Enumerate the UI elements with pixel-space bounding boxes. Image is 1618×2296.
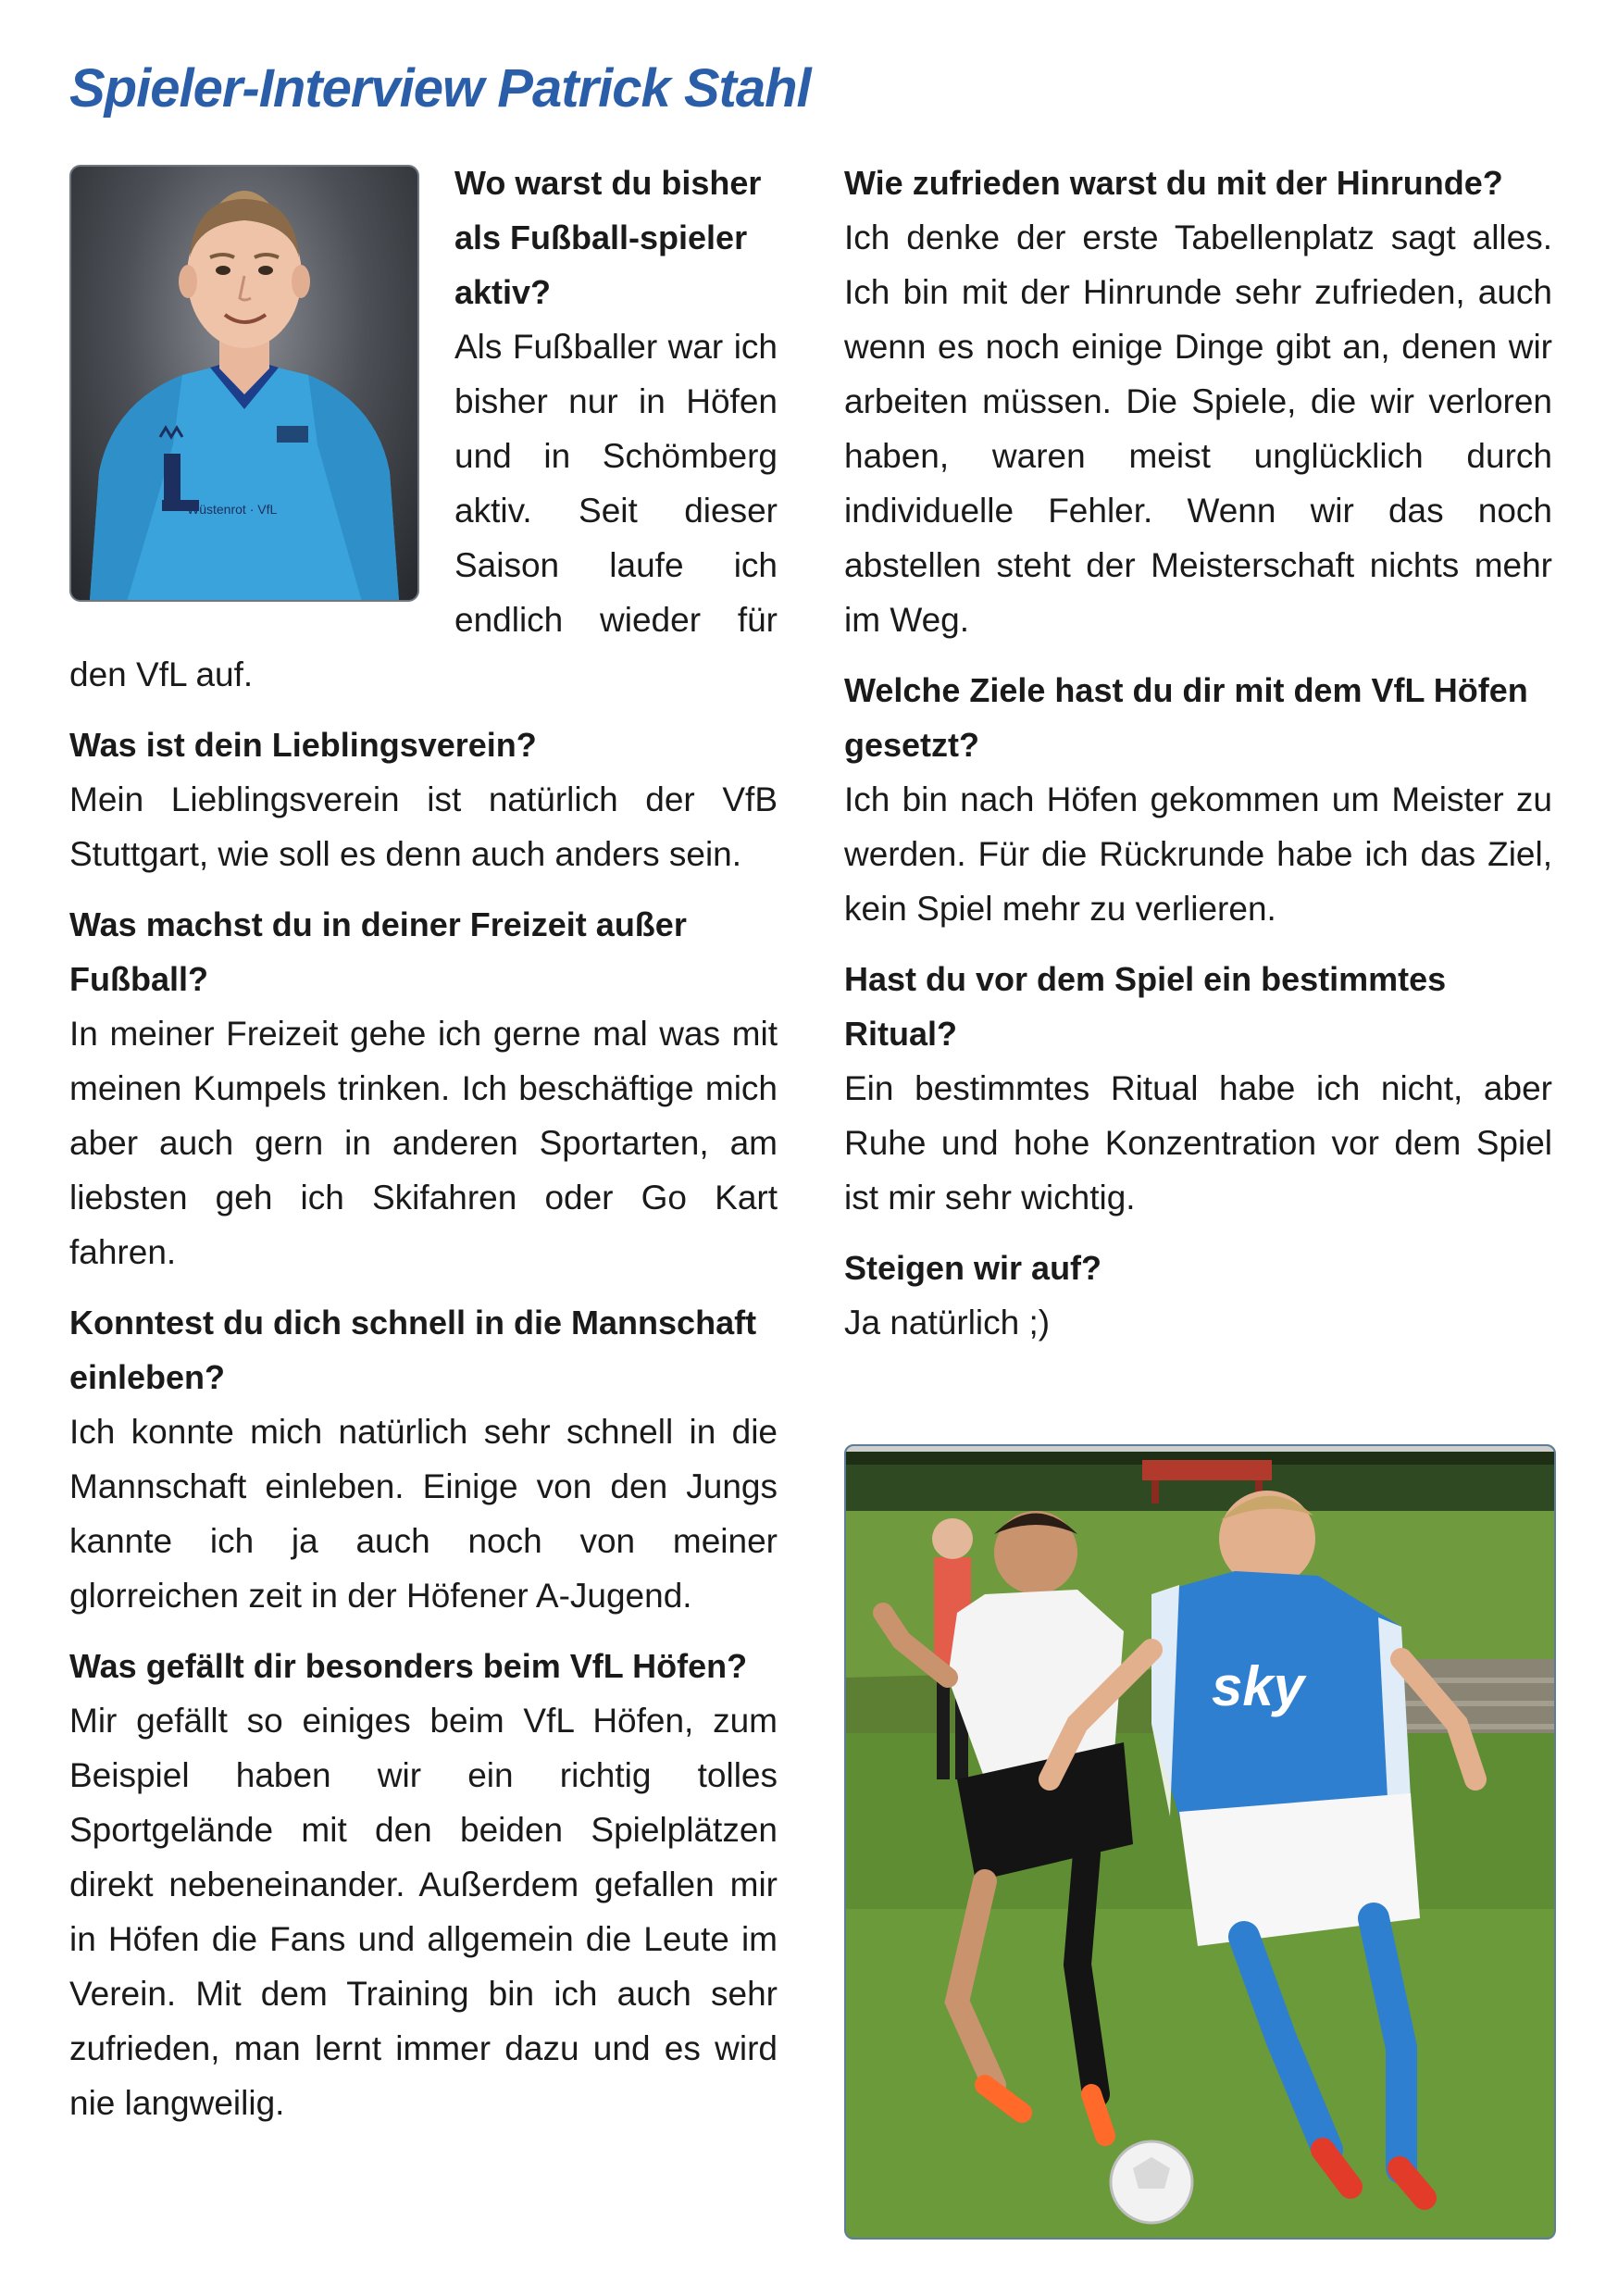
- portrait-jersey-sponsor: Wüstenrot · VfL: [187, 502, 278, 517]
- qa-block-7: [844, 663, 1552, 936]
- qa-block-5: [69, 1639, 778, 2130]
- right-column: [844, 156, 1552, 1366]
- answer-text: Ich bin nach Höfen gekommen um Meister zu werden. Für die Rückrunde habe ich das Ziel, kein Spiel mehr zu verlieren.: [844, 780, 1552, 928]
- question-text: Steigen wir auf?: [844, 1249, 1102, 1287]
- qa-block-9: [844, 1241, 1552, 1350]
- player-portrait-image: [69, 165, 419, 602]
- qa-block-8: [844, 952, 1552, 1225]
- answer-text: Ja natürlich ;): [844, 1304, 1051, 1341]
- answer-text: Ich konnte mich natürlich sehr schnell in die Mannschaft einleben. Einige von den Jungs kannte ich ja auch noch von meiner glorreichen zeit in der Höfener A-Jugend.: [69, 1413, 778, 1615]
- question-text: Wo warst du bisher als Fußball-spieler aktiv?: [454, 164, 762, 311]
- answer-text: Als Fußballer war ich bisher nur in Höfen und in Schömberg aktiv. Seit dieser Saison laufe ich endlich wieder für den VfL auf.: [69, 328, 778, 693]
- answer-text: Mein Lieblingsverein ist natürlich der VfB Stuttgart, wie soll es denn auch anders sein.: [69, 780, 778, 873]
- match-action-image: [844, 1444, 1556, 2240]
- question-text: Hast du vor dem Spiel ein bestimmtes Ritual?: [844, 960, 1447, 1053]
- left-column: [69, 156, 778, 2146]
- qa-block-4: [69, 1295, 778, 1623]
- question-text: Was gefällt dir besonders beim VfL Höfen?: [69, 1647, 748, 1685]
- answer-text: Mir gefällt so einiges beim VfL Höfen, zum Beispiel haben wir ein richtig tolles Sportgelände mit den beiden Spielplätzen direkt nebeneinander. Außerdem gefallen mir in Höfen die Fans und allgemein die Leute im Verein. Mit dem Training bin ich auch sehr zufrieden, man lernt immer dazu und es wird nie langweilig.: [69, 1702, 778, 2122]
- answer-text: In meiner Freizeit gehe ich gerne mal was mit meinen Kumpels trinken. Ich beschäftige mich aber auch gern in anderen Sportarten, am liebsten geh ich Skifahren oder Go Kart fahren.: [69, 1015, 778, 1271]
- answer-text: Ich denke der erste Tabellenplatz sagt alles. Ich bin mit der Hinrunde sehr zufrieden, auch wenn es noch einige Dinge gibt an, denen wir arbeiten müssen. Die Spiele, die wir verloren haben, waren meist unglücklich durch individuelle Fehler. Wenn wir das noch abstellen steht der Meisterschaft nichts mehr im Weg.: [844, 218, 1552, 639]
- qa-block-2: [69, 718, 778, 881]
- question-text: Konntest du dich schnell in die Mannschaft einleben?: [69, 1304, 757, 1396]
- action-jersey-sponsor: sky: [1212, 1655, 1305, 1717]
- question-text: Was machst du in deiner Freizeit außer Fußball?: [69, 905, 687, 998]
- answer-text: Ein bestimmtes Ritual habe ich nicht, aber Ruhe und hohe Konzentration vor dem Spiel ist mir sehr wichtig.: [844, 1069, 1552, 1217]
- qa-block-6: [844, 156, 1552, 647]
- question-text: Wie zufrieden warst du mit der Hinrunde?: [844, 164, 1503, 202]
- question-text: Welche Ziele hast du dir mit dem VfL Höfen gesetzt?: [844, 671, 1528, 764]
- question-text: Was ist dein Lieblingsverein?: [69, 726, 537, 764]
- page-title: Spieler-Interview Patrick Stahl: [69, 58, 811, 119]
- qa-block-3: [69, 897, 778, 1279]
